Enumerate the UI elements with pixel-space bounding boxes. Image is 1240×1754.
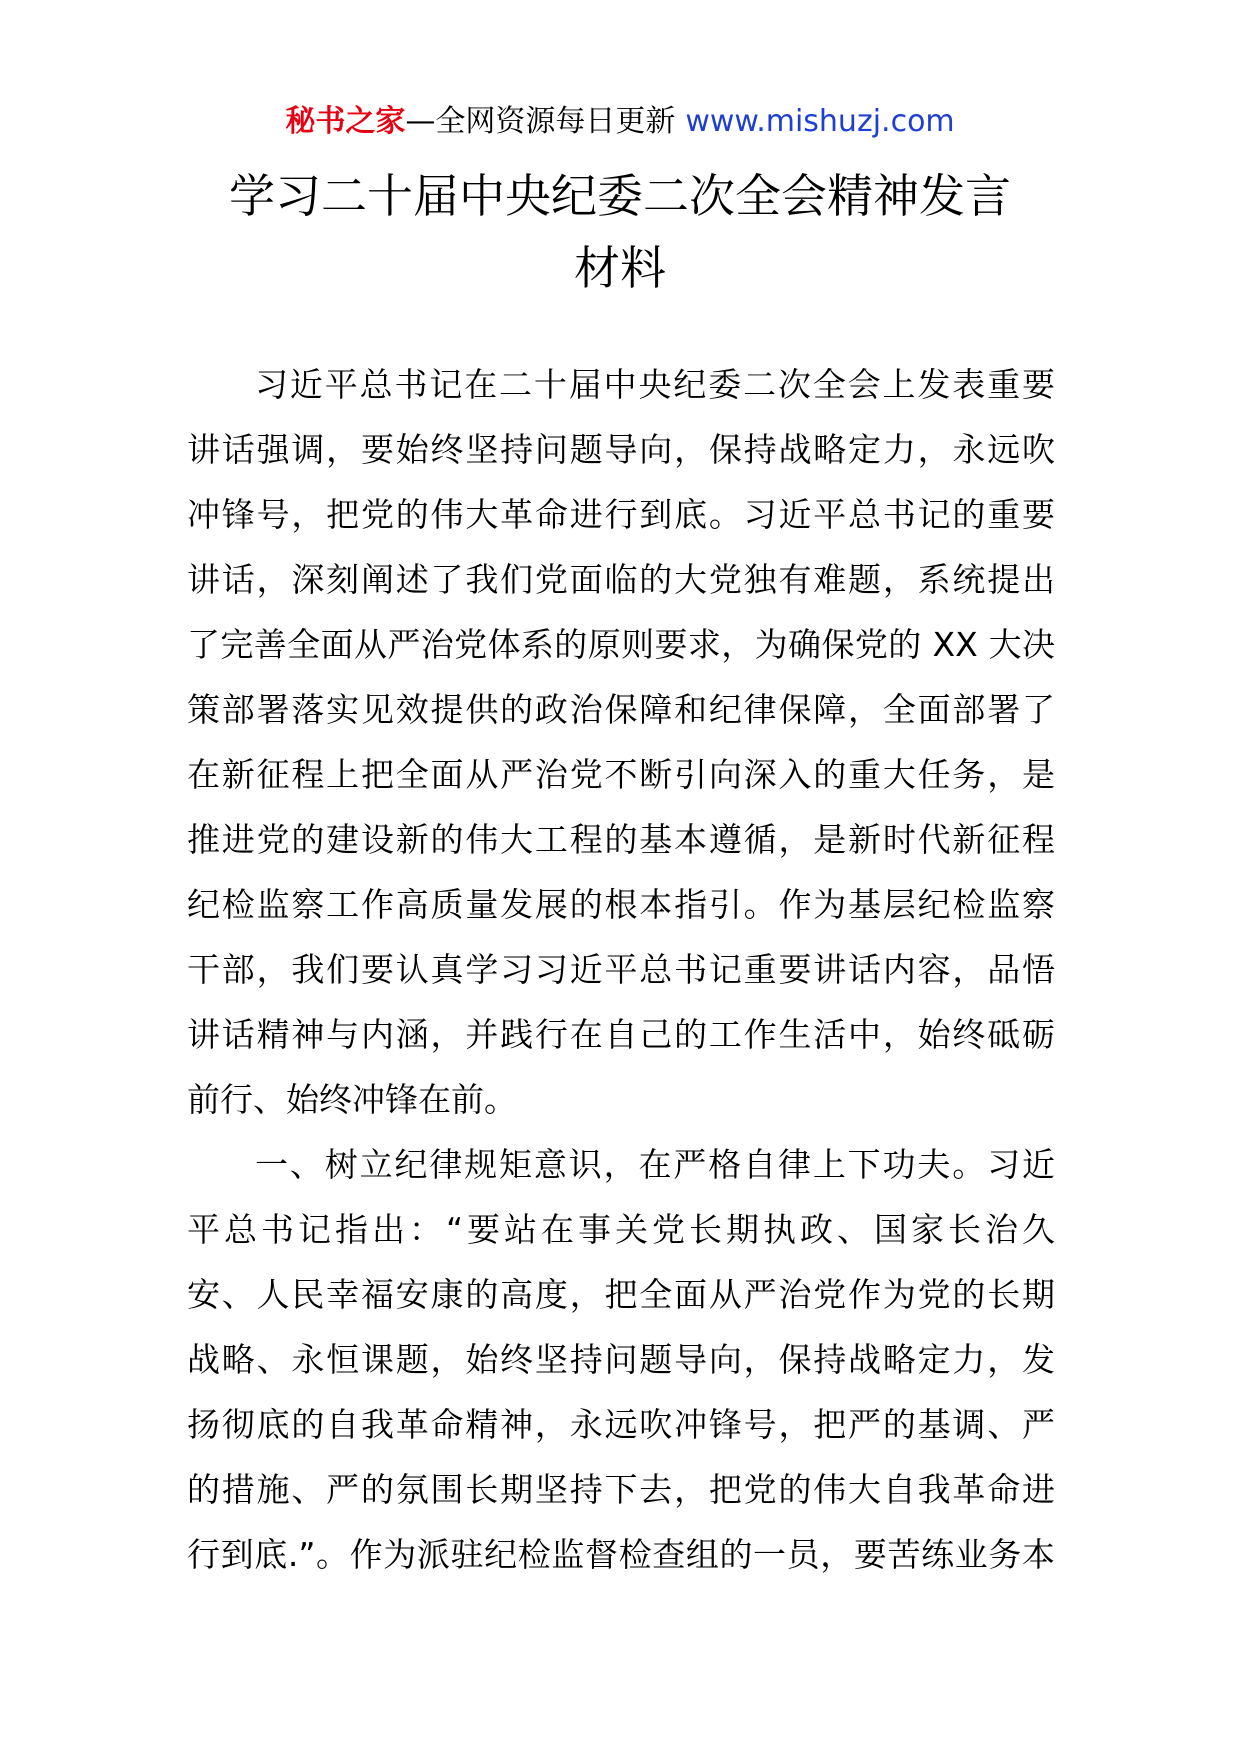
paragraph-1-line: 在新征程上把全面从严治党不断引向深入的重大任务，是 [187, 755, 1055, 794]
paragraph-2-line: 扬彻底的自我革命精神，永远吹冲锋号，把严的基调、严 [187, 1405, 1055, 1444]
document-body [187, 352, 1055, 1587]
paragraph-1-line: 讲话强调，要始终坚持问题导向，保持战略定力，永远吹 [187, 430, 1055, 469]
paragraph-1-line: 冲锋号，把党的伟大革命进行到底。习近平总书记的重要 [187, 495, 1055, 534]
paragraph-1-line: 策部署落实见效提供的政治保障和纪律保障，全面部署了 [187, 690, 1055, 729]
site-url-link[interactable]: www.mishuzj.com [685, 104, 955, 139]
paragraph-2-line-rest: 习近 [987, 1145, 1056, 1184]
document-title [0, 160, 1240, 304]
paragraph-2-line: 的措施、严的氛围长期坚持下去，把党的伟大自我革命进 [187, 1470, 1055, 1509]
paragraph-1-line: 讲话，深刻阐述了我们党面临的大党独有难题，系统提出 [187, 560, 1055, 599]
title-line-1: 学习二十届中央纪委二次全会精神发言 [229, 169, 1011, 223]
paragraph-1-line: 纪检监察工作高质量发展的根本指引。作为基层纪检监察 [187, 885, 1055, 924]
paragraph-2-line: 平总书记指出：“要站在事关党长期执政、国家长治久 [187, 1210, 1055, 1249]
brand-name: 秘书之家 [285, 104, 406, 139]
paragraph-2-first-line [187, 1132, 1055, 1197]
paragraph-1-line: 前行、始终冲锋在前。 [187, 1080, 517, 1119]
paragraph-2-line: 行到底.”。作为派驻纪检监督检查组的一员，要苦练业务本 [187, 1535, 1055, 1574]
site-header [0, 100, 1240, 144]
paragraph-1-line: 讲话精神与内涵，并践行在自己的工作生活中，始终砥砺 [187, 1015, 1055, 1054]
section-heading: 一、树立纪律规矩意识，在严格自律上下功夫。 [255, 1145, 988, 1184]
paragraph-1-line: 习近平总书记在二十届中央纪委二次全会上发表重要 [255, 365, 1055, 404]
title-line-2: 材料 [574, 241, 666, 295]
paragraph-1-line: 干部，我们要认真学习习近平总书记重要讲话内容，品悟 [187, 950, 1055, 989]
paragraph-1-line: 了完善全面从严治党体系的原则要求，为确保党的 XX 大决 [187, 625, 1055, 664]
header-tagline: —全网资源每日更新 [405, 104, 676, 139]
paragraph-2-line: 安、人民幸福安康的高度，把全面从严治党作为党的长期 [187, 1275, 1055, 1314]
paragraph-2-line: 战略、永恒课题，始终坚持问题导向，保持战略定力，发 [187, 1340, 1055, 1379]
paragraph-1-line: 推进党的建设新的伟大工程的基本遵循，是新时代新征程 [187, 820, 1055, 859]
